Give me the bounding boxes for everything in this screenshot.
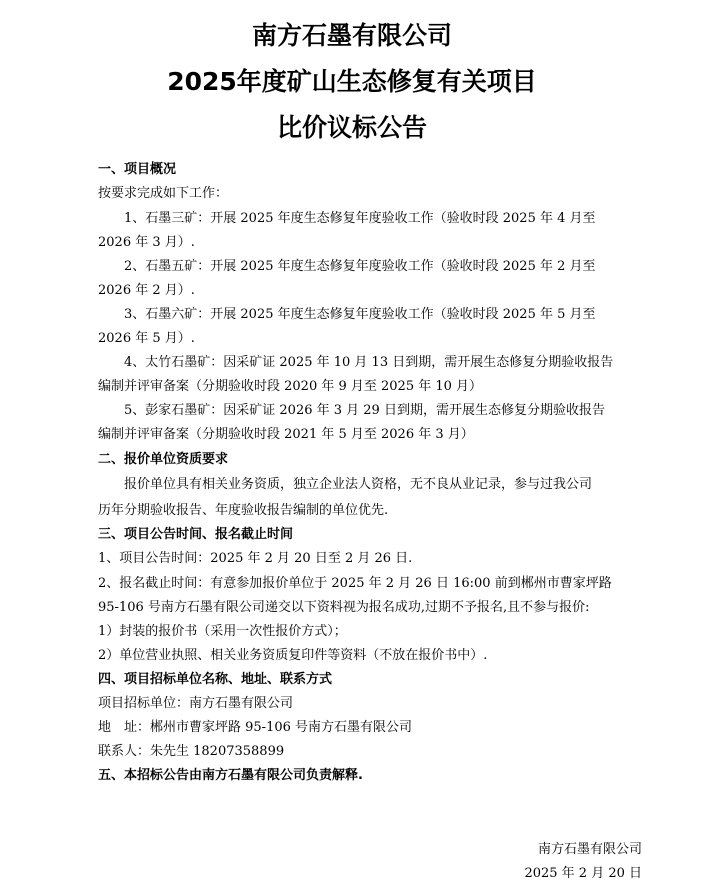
section-4-line-3: 联系人：朱先生 18207358899	[98, 744, 285, 759]
section-5-heading: 五、本招标公告由南方石墨有限公司负责解释.	[98, 768, 363, 783]
section-2-line-1: 报价单位具有相关业务资质，独立企业法人资格，无不良从业记录，参与过我公司	[124, 477, 593, 492]
item-5-line-2: 编制并评审备案（分期验收时段 2021 年 5 月至 2026 年 3 月）	[98, 427, 474, 442]
item-3-line-2: 2026 年 5 月）.	[98, 331, 195, 346]
section-3-line-2: 2、报名截止时间：有意参加报价单位于 2025 年 2 月 26 日 16:00 前到郴州市曹家坪路	[98, 576, 612, 591]
section-3-line-5: 2）单位营业执照、相关业务资质复印件等资料（不放在报价书中）.	[98, 648, 488, 663]
section-2-heading: 二、报价单位资质要求	[98, 452, 229, 467]
section-2-line-2: 历年分期验收报告、年度验收报告编制的单位优先.	[98, 503, 389, 518]
item-5-line-1: 5、彭家石墨矿：因采矿证 2026 年 3 月 29 日到期，需开展生态修复分期验收报告	[124, 403, 605, 418]
item-1-line-1: 1、石墨三矿：开展 2025 年度生态修复年度验收工作（验收时段 2025 年 4 月至	[124, 211, 596, 226]
item-2-line-1: 2、石墨五矿：开展 2025 年度生态修复年度验收工作（验收时段 2025 年 2 月至	[124, 259, 596, 274]
title-company: 南方石墨有限公司	[251, 21, 452, 50]
section-3-heading: 三、项目公告时间、报名截止时间	[98, 527, 294, 542]
section-4-line-1: 项目招标单位：南方石墨有限公司	[98, 696, 294, 711]
item-4-line-1: 4、太竹石墨矿：因采矿证 2025 年 10 月 13 日到期，需开展生态修复分期验收报告	[124, 355, 614, 370]
section-1-intro: 按要求完成如下工作：	[98, 186, 229, 201]
section-3-line-1: 1、项目公告时间：2025 年 2 月 20 日至 2 月 26 日.	[98, 551, 413, 566]
item-3-line-1: 3、石墨六矿：开展 2025 年度生态修复年度验收工作（验收时段 2025 年 5 月至	[124, 307, 596, 322]
item-1-line-2: 2026 年 3 月）.	[98, 235, 195, 250]
item-2-line-2: 2026 年 2 月）.	[98, 283, 195, 298]
title-notice: 比价议标公告	[276, 113, 427, 142]
section-1-heading: 一、项目概况	[98, 162, 177, 177]
section-3-line-4: 1）封装的报价书（采用一次性报价方式）；	[98, 624, 347, 639]
signature-company: 南方石墨有限公司	[537, 842, 642, 857]
title-project: 2025年度矿山生态修复有关项目	[167, 67, 537, 96]
section-4-line-2: 地 址：郴州市曹家坪路 95-106 号南方石墨有限公司	[98, 720, 413, 735]
section-4-heading: 四、项目招标单位名称、地址、联系方式	[98, 672, 333, 687]
item-4-line-2: 编制并评审备案（分期验收时段 2020 年 9 月至 2025 年 10 月）	[98, 379, 483, 394]
section-3-line-3: 95-106 号南方石墨有限公司递交以下资料视为报名成功,过期不予报名,且不参与报价:	[98, 600, 590, 615]
signature-date: 2025 年 2 月 20 日	[524, 866, 642, 881]
